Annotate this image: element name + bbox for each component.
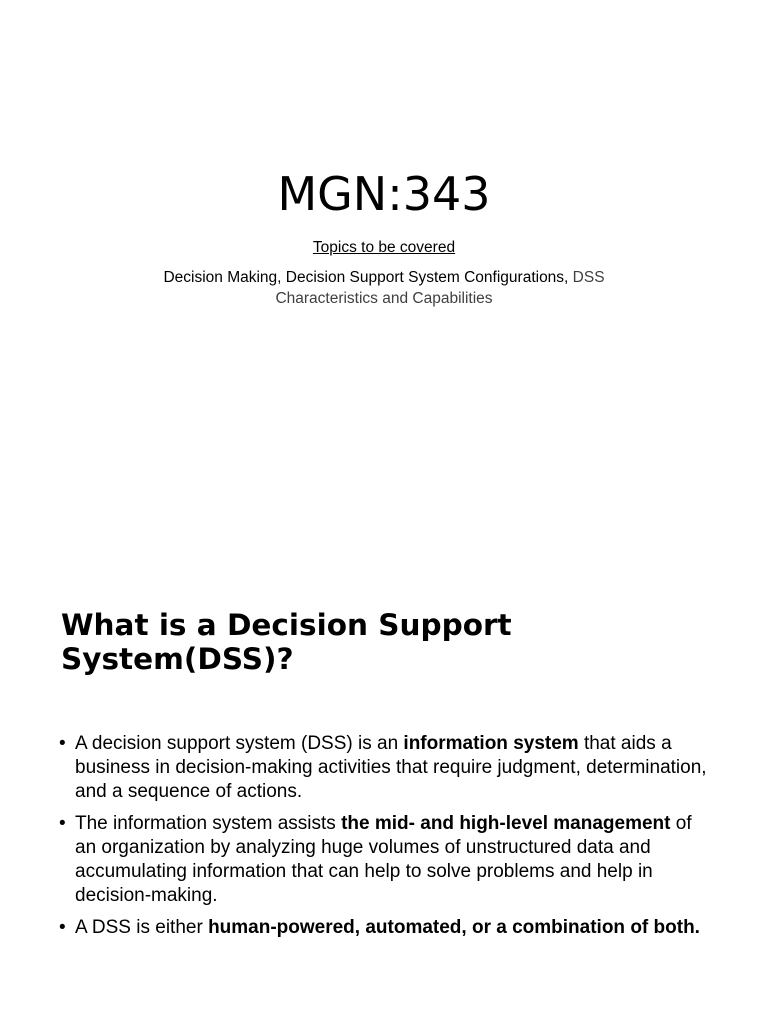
- bullet-list: [59, 732, 709, 948]
- bullet-text-pre: A DSS is either: [75, 917, 209, 938]
- bullet-marker: •: [59, 813, 66, 834]
- bullet-item: [59, 916, 709, 940]
- bullet-marker: •: [59, 917, 66, 938]
- bullet-text-bold: human-powered, automated, or a combination of both.: [208, 917, 700, 938]
- bullet-text-bold: information system: [403, 733, 579, 754]
- topics-text-muted: DSS Characteristics and Capabilities: [275, 269, 605, 307]
- topics-text-main: Decision Making, Decision Support System Configurations,: [163, 269, 573, 286]
- bullet-text-pre: A decision support system (DSS) is an: [75, 733, 404, 754]
- slide-2: [0, 560, 768, 1024]
- course-code-title: MGN:343: [277, 167, 491, 221]
- topics-heading: Topics to be covered: [312, 239, 456, 256]
- bullet-item: [59, 812, 709, 908]
- bullet-item: [59, 732, 709, 804]
- slide-title: What is a Decision Support System(DSS)?: [61, 608, 512, 676]
- bullet-text-bold: the mid- and high-level management: [341, 813, 671, 834]
- bullet-marker: •: [59, 733, 66, 754]
- topics-text: [134, 267, 634, 309]
- bullet-text-post: that aids a business in decision-making activities that require judgment, determination, and a sequence of actions.: [75, 733, 707, 802]
- bullet-text-pre: The information system assists: [75, 813, 342, 834]
- bullet-text-post: of an organization by analyzing huge volumes of unstructured data and accumulating information that can help to solve problems and help in decision-making.: [75, 813, 692, 906]
